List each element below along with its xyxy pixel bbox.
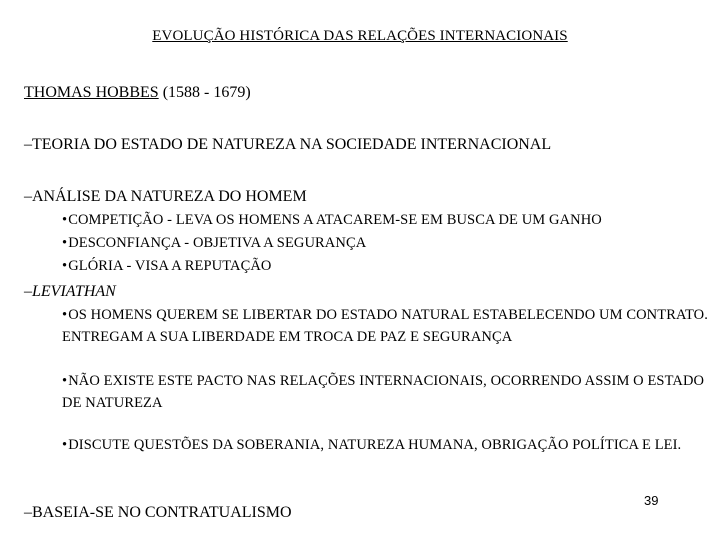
dash-marker: – (24, 504, 32, 521)
dash-marker: – (24, 136, 32, 153)
list-item (62, 255, 717, 277)
list-item-text: NÃO EXISTE ESTE PACTO NAS RELAÇÕES INTERNACIONAIS, OCORRENDO ASSIM O ESTADO DE NATUREZA (62, 373, 705, 411)
list-item (62, 232, 717, 254)
list-item-text: DISCUTE QUESTÕES DA SOBERANIA, NATUREZA HUMANA, OBRIGAÇÃO POLÍTICA E LEI. (68, 437, 682, 453)
author-years: (1588 - 1679) (162, 84, 251, 101)
list-item-text: OS HOMENS QUEREM SE LIBERTAR DO ESTADO NATURAL ESTABELECENDO UM CONTRATO. ENTREGAM A SUA LIBERDADE EM TROCA DE PAZ E SEGURANÇA (62, 307, 708, 345)
slide-title: EVOLUÇÃO HISTÓRICA DAS RELAÇÕES INTERNACIONAIS (152, 28, 568, 44)
list-item-text: COMPETIÇÃO - LEVA OS HOMENS A ATACAREM-SE EM BUSCA DE UM GANHO (68, 212, 602, 228)
dash-marker: – (24, 283, 32, 300)
bullet-marker: • (62, 235, 68, 251)
list-item (62, 434, 717, 456)
list-item (62, 209, 717, 231)
list-item-text: GLÓRIA - VISA A REPUTAÇÃO (68, 258, 272, 274)
page-number: 39 (644, 493, 659, 508)
point-baseia (24, 504, 292, 522)
point-teoria-text: TEORIA DO ESTADO DE NATUREZA NA SOCIEDADE INTERNACIONAL (32, 136, 552, 153)
list-item (62, 304, 717, 348)
list-item (62, 370, 717, 414)
author-line (24, 84, 251, 102)
bullet-marker: • (62, 212, 68, 228)
dash-marker: – (24, 188, 32, 205)
bullet-marker: • (62, 307, 68, 323)
point-baseia-text: BASEIA-SE NO CONTRATUALISMO (32, 504, 292, 521)
bullet-marker: • (62, 373, 68, 389)
list-item-text: DESCONFIANÇA - OBJETIVA A SEGURANÇA (68, 235, 367, 251)
point-leviathan-text: LEVIATHAN (32, 283, 116, 300)
bullet-marker: • (62, 437, 68, 453)
point-analise-text: ANÁLISE DA NATUREZA DO HOMEM (32, 188, 307, 205)
point-analise (24, 188, 307, 206)
point-teoria (24, 136, 551, 154)
author-name: THOMAS HOBBES (24, 84, 159, 101)
point-leviathan (24, 283, 116, 301)
bullet-marker: • (62, 258, 68, 274)
